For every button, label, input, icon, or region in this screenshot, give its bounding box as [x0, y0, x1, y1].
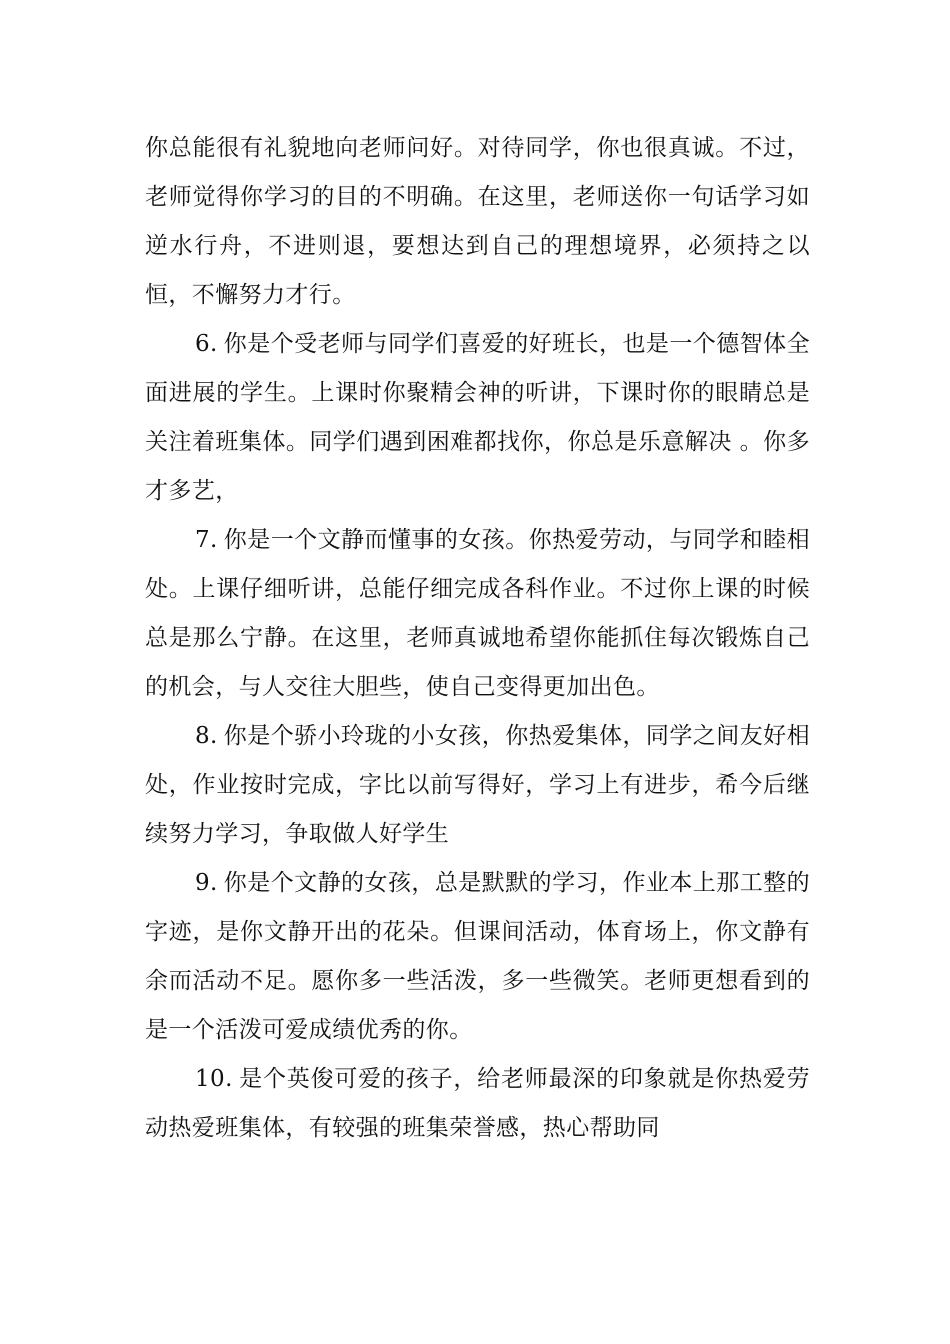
paragraph-text: 你是个文静的女孩，总是默默的学习，作业本上那工整的字迹，是你文静开出的花朵。但课间活动，体育场上，你文静有余而活动不足。愿你多一些活泼，多一些微笑。老师更想看到的是一个活泼可爱成绩优秀的你。: [145, 870, 810, 1043]
paragraph-text: 是个英俊可爱的孩子，给老师最深的印象就是你热爱劳动热爱班集体，有较强的班集荣誉感，热心帮助同: [145, 1066, 810, 1141]
paragraph-9: [145, 859, 810, 1055]
document-body: [145, 124, 810, 1153]
paragraph-7: [145, 516, 810, 712]
paragraph-text: 你是个骄小玲珑的小女孩，你热爱集体，同学之间友好相处，作业按时完成，字比以前写得好，学习上有进步，希今后继续努力学习，争取做人好学生: [145, 723, 810, 847]
paragraph-number: 10.: [195, 1066, 233, 1092]
paragraph-text: 你是个受老师与同学们喜爱的好班长，也是一个德智体全面进展的学生。上课时你聚精会神的听讲，下课时你的眼睛总是关注着班集体。同学们遇到困难都找你，你总是乐意解决 。你多才多艺，: [145, 331, 810, 504]
paragraph-text: 你是一个文静而懂事的女孩。你热爱劳动，与同学和睦相处。上课仔细听讲，总能仔细完成各科作业。不过你上课的时候总是那么宁静。在这里，老师真诚地希望你能抓住每次锻炼自己的机会，与人交往大胆些，使自己变得更加出色。: [145, 527, 810, 700]
paragraph-number: 6.: [195, 331, 218, 357]
paragraph-number: 8.: [195, 723, 218, 749]
paragraph-continued: [145, 124, 810, 320]
paragraph-number: 9.: [195, 870, 218, 896]
paragraph-6: [145, 320, 810, 516]
paragraph-8: [145, 712, 810, 859]
paragraph-10: [145, 1055, 810, 1153]
paragraph-number: 7.: [195, 527, 218, 553]
paragraph-text: 你总能很有礼貌地向老师问好。对待同学，你也很真诚。不过，老师觉得你学习的目的不明确。在这里，老师送你一句话学习如逆水行舟，不进则退，要想达到自己的理想境界，必须持之以恒，不懈努力才行。: [145, 135, 810, 308]
